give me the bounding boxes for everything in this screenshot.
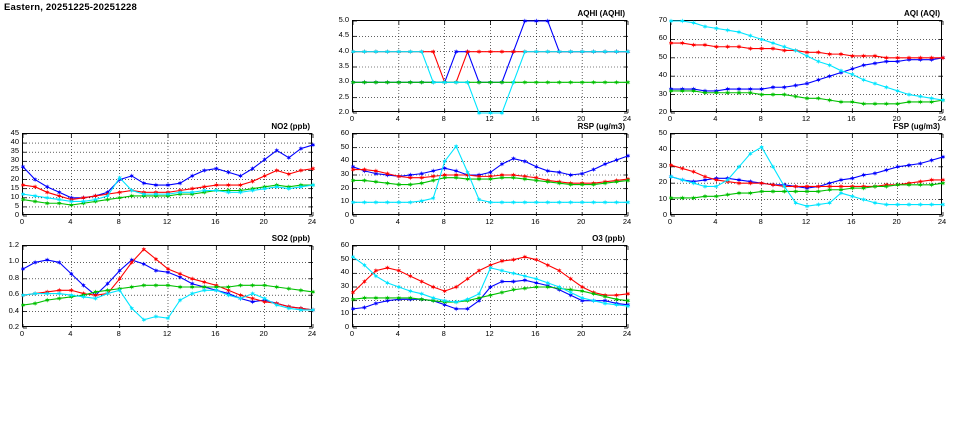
x-tick-label: 24 <box>307 329 317 338</box>
y-tick-label: 3.0 <box>338 76 349 86</box>
y-tick-label: 0 <box>662 210 667 219</box>
chart-title-aqhi: AQHI (AQHI) <box>577 9 625 18</box>
y-tick-label: 60 <box>340 128 349 137</box>
y-tick-label: 30 <box>340 281 349 290</box>
y-tick-label: 5.0 <box>338 15 349 24</box>
plot-area-so2 <box>22 245 312 327</box>
x-tick-label: 0 <box>667 217 673 226</box>
chart-panel-aqhi <box>338 9 632 123</box>
x-tick-label: 16 <box>531 329 540 338</box>
y-tick-label: 20 <box>658 177 667 187</box>
data-marker <box>465 276 470 281</box>
y-tick-label: 30 <box>10 155 19 165</box>
data-marker <box>477 268 481 273</box>
plot-canvas-no2 <box>23 134 313 216</box>
x-tick-label: 20 <box>259 329 268 338</box>
x-tick-label: 0 <box>349 217 355 226</box>
data-marker <box>477 291 481 296</box>
y-tick-label: 50 <box>658 51 667 61</box>
y-tick-label: 20 <box>340 182 349 192</box>
y-tick-label: 2.0 <box>338 107 349 116</box>
chart-panel-fsp <box>658 122 947 226</box>
x-tick-label: 8 <box>441 217 446 226</box>
y-tick-label: 20 <box>10 173 19 183</box>
y-tick-label: 0 <box>344 210 349 219</box>
chart-panel-so2 <box>8 234 317 338</box>
x-tick-label: 16 <box>847 114 856 123</box>
chart-title-no2: NO2 (ppb) <box>271 122 310 131</box>
plot-area-o3 <box>352 245 627 327</box>
chart-title-rsp: RSP (ug/m3) <box>577 122 625 131</box>
chart-panel-no2 <box>10 122 317 226</box>
x-tick-label: 20 <box>892 114 901 123</box>
x-tick-label: 0 <box>19 217 25 226</box>
data-marker <box>546 263 551 268</box>
y-tick-label: 35 <box>10 146 19 156</box>
x-tick-label: 12 <box>485 217 494 226</box>
y-tick-label: 25 <box>10 164 19 174</box>
plot-area-rsp <box>352 133 627 215</box>
x-tick-label: 24 <box>937 114 947 123</box>
plot-area-no2 <box>22 133 312 215</box>
data-marker <box>408 273 413 278</box>
x-tick-label: 24 <box>937 217 947 226</box>
x-tick-label: 16 <box>531 114 540 123</box>
x-tick-label: 0 <box>349 329 355 338</box>
y-tick-label: 70 <box>658 15 667 24</box>
y-tick-label: 50 <box>658 128 667 137</box>
x-tick-label: 20 <box>576 329 586 338</box>
y-tick-label: 10 <box>10 191 19 201</box>
data-marker <box>805 53 810 58</box>
x-tick-label: 12 <box>485 329 494 338</box>
y-tick-label: 40 <box>658 144 667 154</box>
y-tick-label: 60 <box>340 240 349 249</box>
plot-canvas-so2 <box>23 246 313 328</box>
y-tick-label: 50 <box>340 253 349 263</box>
y-tick-label: 0 <box>344 322 349 331</box>
y-tick-label: 2.5 <box>338 91 349 101</box>
y-tick-label: 1.2 <box>8 240 19 249</box>
data-marker <box>190 173 195 178</box>
x-tick-label: 24 <box>622 329 632 338</box>
x-tick-label: 8 <box>758 217 763 226</box>
x-tick-label: 4 <box>68 217 73 226</box>
chart-title-so2: SO2 (ppb) <box>271 234 310 243</box>
x-tick-label: 12 <box>162 217 172 226</box>
x-tick-label: 20 <box>259 217 268 226</box>
plot-canvas-aqi <box>671 21 943 113</box>
y-tick-label: 4.5 <box>338 30 349 40</box>
y-tick-label: 0.6 <box>8 289 19 299</box>
y-tick-label: 40 <box>340 155 349 165</box>
y-tick-label: 5 <box>14 200 19 210</box>
plot-canvas-o3 <box>353 246 628 328</box>
y-tick-label: 45 <box>10 128 19 137</box>
y-tick-label: 10 <box>340 196 349 206</box>
x-tick-label: 4 <box>395 329 400 338</box>
x-tick-label: 8 <box>116 329 121 338</box>
y-tick-label: 50 <box>340 141 349 151</box>
chart-title-fsp: FSP (ug/m3) <box>893 122 940 131</box>
chart-panel-rsp <box>340 122 632 226</box>
x-tick-label: 4 <box>395 114 400 123</box>
plot-area-aqi <box>670 20 942 112</box>
plot-canvas-aqhi <box>353 21 628 113</box>
plot-area-aqhi <box>352 20 627 112</box>
plot-canvas-rsp <box>353 134 628 216</box>
series-cyan <box>21 288 316 323</box>
series-green <box>351 80 631 85</box>
x-tick-label: 20 <box>576 217 586 226</box>
y-tick-label: 40 <box>658 70 667 80</box>
y-tick-label: 30 <box>658 160 667 170</box>
page-title: Eastern, 20251225-20251228 <box>4 2 138 13</box>
y-tick-label: 40 <box>10 137 19 147</box>
y-tick-label: 15 <box>10 182 19 192</box>
x-tick-label: 4 <box>713 217 718 226</box>
plot-canvas-fsp <box>671 134 943 216</box>
data-marker <box>262 173 267 178</box>
x-tick-label: 8 <box>441 114 446 123</box>
data-marker <box>557 268 562 273</box>
y-tick-label: 60 <box>658 33 667 43</box>
x-tick-label: 8 <box>441 329 446 338</box>
x-tick-label: 12 <box>162 329 172 338</box>
x-tick-label: 12 <box>801 114 811 123</box>
x-tick-label: 4 <box>713 114 718 123</box>
x-tick-label: 0 <box>667 114 673 123</box>
chart-title-o3: O3 (ppb) <box>592 234 625 243</box>
plot-area-fsp <box>670 133 942 215</box>
x-tick-label: 24 <box>307 217 317 226</box>
y-tick-label: 20 <box>658 107 667 116</box>
data-marker <box>500 161 505 166</box>
chart-panel-o3 <box>340 234 632 338</box>
y-tick-label: 0.4 <box>8 305 19 315</box>
x-tick-label: 0 <box>349 114 355 123</box>
x-tick-label: 0 <box>19 329 25 338</box>
y-tick-label: 30 <box>658 88 667 98</box>
x-tick-label: 16 <box>211 329 220 338</box>
x-tick-label: 12 <box>801 217 811 226</box>
x-tick-label: 16 <box>847 217 856 226</box>
y-tick-label: 20 <box>340 294 349 304</box>
data-marker <box>420 279 425 284</box>
data-marker <box>351 254 356 259</box>
data-marker <box>45 184 50 189</box>
x-tick-label: 8 <box>758 114 763 123</box>
x-tick-label: 16 <box>211 217 220 226</box>
chart-title-aqi: AQI (AQI) <box>904 9 940 18</box>
y-tick-label: 4.0 <box>338 45 349 55</box>
x-tick-label: 4 <box>395 217 400 226</box>
data-marker <box>178 271 183 276</box>
data-marker <box>568 276 573 281</box>
chart-panel-aqi <box>658 9 947 123</box>
x-tick-label: 8 <box>116 217 121 226</box>
y-tick-label: 10 <box>658 193 667 203</box>
y-tick-label: 1.0 <box>8 256 19 266</box>
x-tick-label: 4 <box>68 329 73 338</box>
y-tick-label: 40 <box>340 267 349 277</box>
x-tick-label: 20 <box>892 217 901 226</box>
x-tick-label: 16 <box>531 217 540 226</box>
y-tick-label: 3.5 <box>338 61 349 70</box>
x-tick-label: 24 <box>622 114 632 123</box>
y-tick-label: 10 <box>340 308 349 318</box>
y-tick-label: 0 <box>14 210 19 219</box>
x-tick-label: 20 <box>576 114 586 123</box>
x-tick-label: 12 <box>485 114 494 123</box>
y-tick-label: 0.8 <box>8 272 19 282</box>
data-marker <box>21 266 26 271</box>
y-tick-label: 30 <box>340 169 349 178</box>
x-tick-label: 24 <box>622 217 632 226</box>
y-tick-label: 0.2 <box>8 322 19 331</box>
